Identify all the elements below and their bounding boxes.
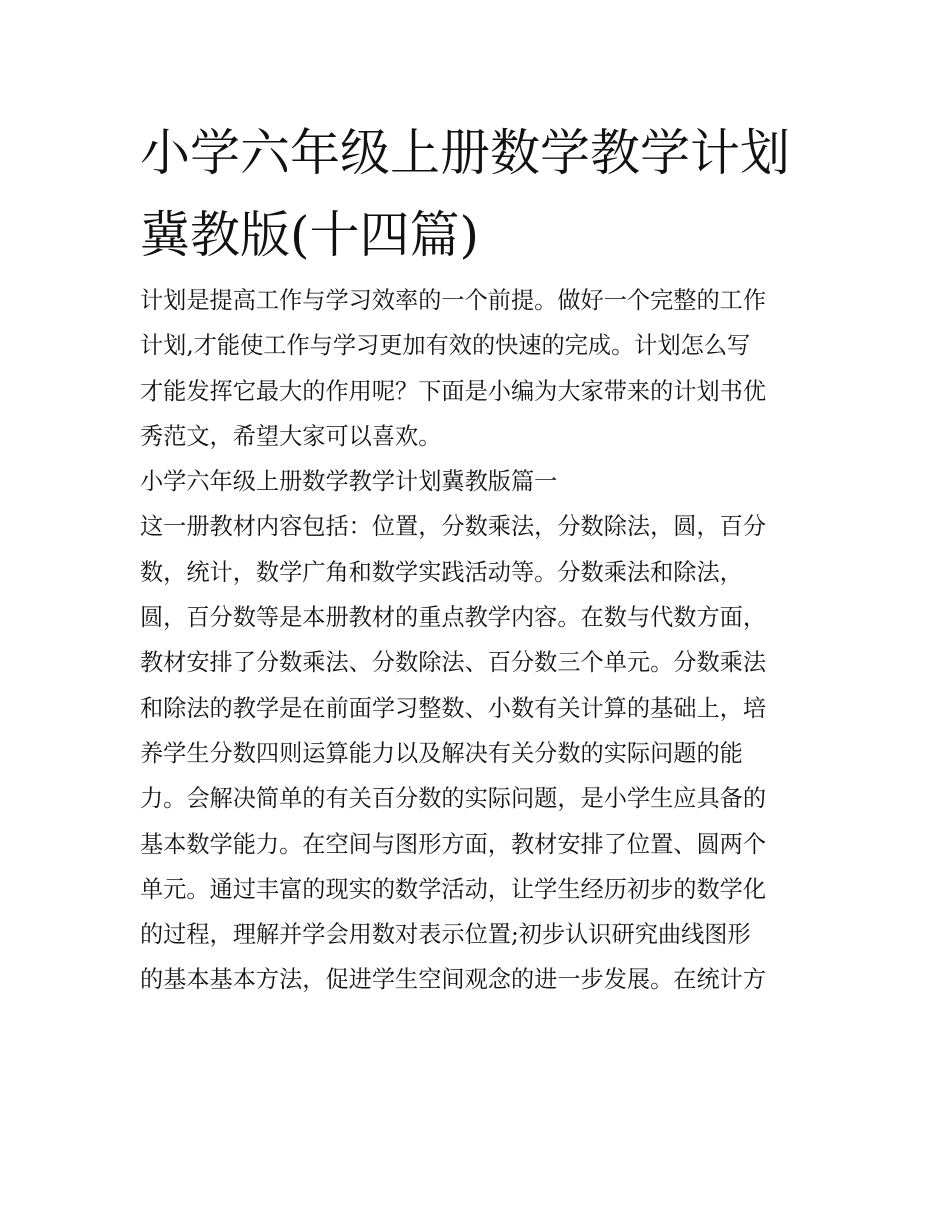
body-line: 圆，百分数等是本册教材的重点教学内容。在数与代数方面， xyxy=(140,604,767,632)
body-line: 教材安排了分数乘法、分数除法、百分数三个单元。分数乘法 xyxy=(140,649,767,677)
body-line: 数，统计，数学广角和数学实践活动等。分数乘法和除法， xyxy=(140,558,743,586)
section-heading: 小学六年级上册数学教学计划冀教版篇一 xyxy=(140,468,558,496)
body-line: 养学生分数四则运算能力以及解决有关分数的实际问题的能 xyxy=(140,739,743,767)
body-line: 的基本基本方法，促进学生空间观念的进一步发展。在统计方 xyxy=(140,966,767,994)
body-line: 单元。通过丰富的现实的数学活动，让学生经历初步的数学化 xyxy=(140,875,767,903)
body-line: 基本数学能力。在空间与图形方面，教材安排了位置、圆两个 xyxy=(140,830,767,858)
title-line-1: 小学六年级上册数学教学计划 xyxy=(140,124,790,182)
body-line: 计划,才能使工作与学习更加有效的快速的完成。计划怎么写 xyxy=(140,332,751,360)
body-line: 才能发挥它最大的作用呢？下面是小编为大家带来的计划书优 xyxy=(140,377,767,405)
document-body xyxy=(140,278,820,1003)
body-line: 力。会解决简单的有关百分数的实际问题，是小学生应具备的 xyxy=(140,785,767,813)
body-line: 和除法的教学是在前面学习整数、小数有关计算的基础上，培 xyxy=(140,694,767,722)
body-line: 的过程，理解并学会用数对表示位置;初步认识研究曲线图形 xyxy=(140,921,751,949)
title-line-2: 冀教版(十四篇) xyxy=(140,206,480,264)
document-title xyxy=(140,112,820,276)
body-line: 计划是提高工作与学习效率的一个前提。做好一个完整的工作 xyxy=(140,287,767,314)
body-line: 这一册教材内容包括：位置，分数乘法，分数除法，圆，百分 xyxy=(140,513,767,541)
body-line: 秀范文，希望大家可以喜欢。 xyxy=(140,422,442,450)
